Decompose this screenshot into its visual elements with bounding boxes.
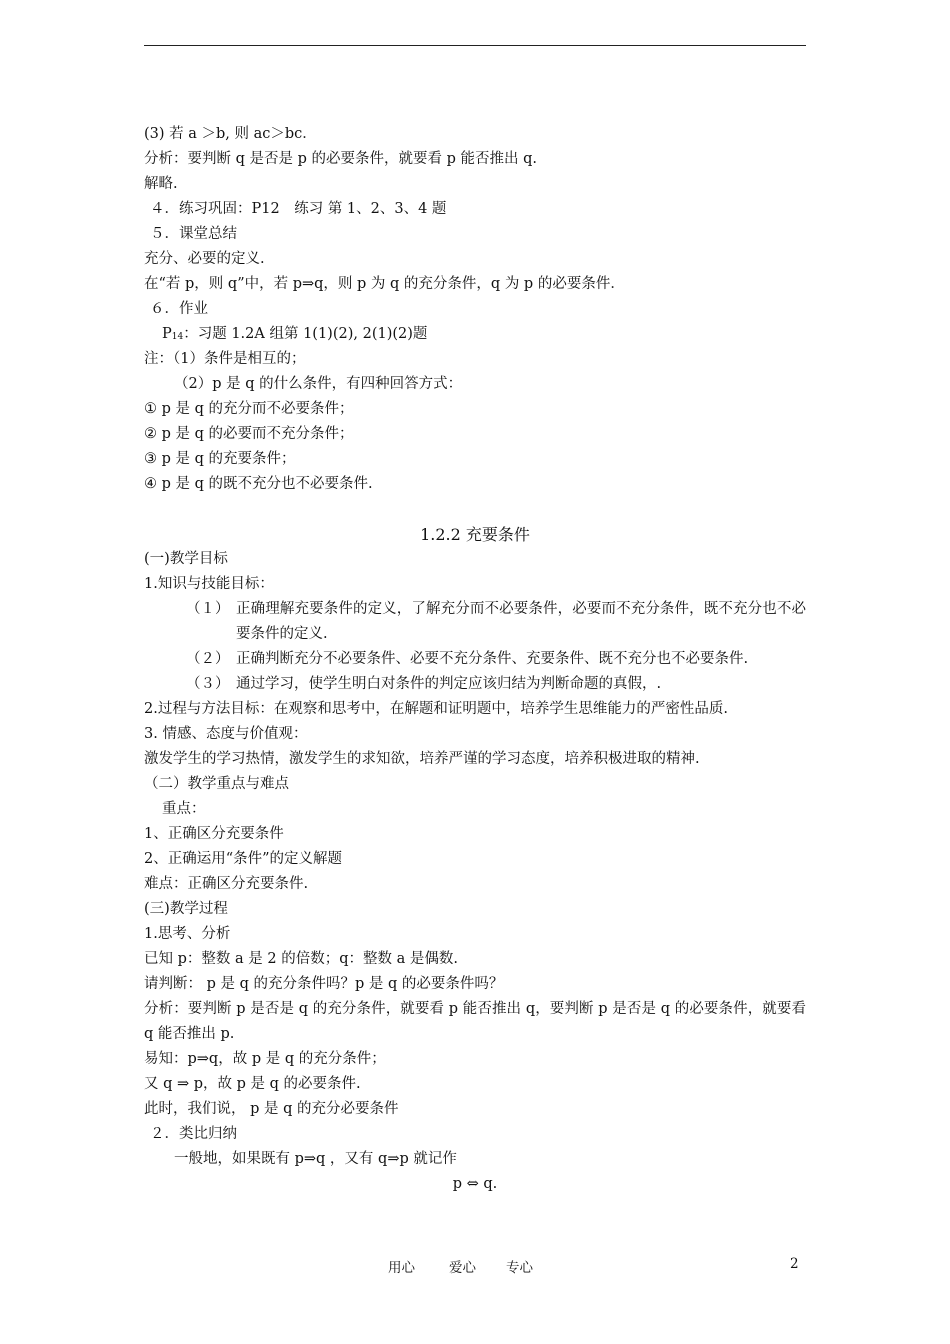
key-point-1: 1、正确区分充要条件 (144, 826, 284, 842)
goal-3-text: 激发学生的学习热情，激发学生的求知欲，培养严谨的学习态度，培养积极进取的精神. (144, 751, 700, 767)
homework-line (144, 322, 806, 347)
note-2: （2）p 是 q 的什么条件，有四种回答方式： (174, 376, 463, 392)
summary-line-1: 充分、必要的定义. (144, 251, 265, 267)
goal-2-line: 2.过程与方法目标：在观察和思考中，在解题和证明题中，培养学生思维能力的严密性品质. (144, 701, 728, 717)
objective-3 (144, 672, 806, 697)
summary-heading: ５．课堂总结 (150, 226, 237, 242)
homework-text: ：习题 1.2A 组第 1(1)(2), 2(1)(2)题 (183, 326, 428, 342)
answer-option-4: ④ p 是 q 的既不充分也不必要条件. (144, 476, 373, 492)
goal-3-heading: 3. 情感、态度与价值观： (144, 726, 308, 742)
general-statement: 一般地，如果既有 p⇒q ，又有 q⇒p 就记作 (174, 1151, 457, 1167)
goals-heading: (一)教学目标 (144, 551, 228, 567)
objective-2 (144, 647, 806, 672)
key-point-2: 2、正确运用“条件”的定义解题 (144, 851, 343, 867)
header-rule (144, 45, 806, 46)
analysis-line: 分析：要判断 q 是否是 p 的必要条件，就要看 p 能否推出 q. (144, 151, 537, 167)
answer-option-2: ② p 是 q 的必要而不充分条件； (144, 426, 354, 442)
footer-text: 专心 (506, 1260, 533, 1276)
page-body (144, 122, 806, 1197)
key-points-label: 重点： (162, 801, 206, 817)
page-number: 2 (790, 1256, 799, 1272)
process-heading: (三)教学过程 (144, 901, 228, 917)
section-title: 1.2.2 充要条件 (420, 525, 530, 544)
footer (0, 1256, 950, 1276)
conclusion-line-1: 易知：p⇒q，故 p 是 q 的充分条件； (144, 1051, 386, 1067)
objective-number: （３） (186, 676, 230, 692)
objective-text: 正确理解充要条件的定义，了解充分而不必要条件，必要而不充分条件，既不充分也不必要条件的定义. (236, 601, 806, 642)
conclusion-line-3: 此时，我们说， p 是 q 的充分必要条件 (144, 1101, 399, 1117)
homework-prefix: P (162, 326, 172, 342)
analogy-heading: ２．类比归纳 (150, 1126, 237, 1142)
practice-heading: ４．练习巩固：P12 练习 第 1、2、3、4 题 (150, 201, 447, 217)
footer-text: 用心 (388, 1260, 415, 1276)
note-1: 注：（1）条件是相互的； (144, 351, 306, 367)
objective-1 (144, 597, 806, 647)
solution-omitted: 解略. (144, 176, 178, 192)
key-points-heading: （二）教学重点与难点 (144, 776, 289, 792)
equivalence-formula: p ⇔ q. (452, 1176, 498, 1192)
conclusion-line-2: 又 q ⇒ p，故 p 是 q 的必要条件. (144, 1076, 361, 1092)
footer-text: 爱心 (449, 1260, 476, 1276)
objective-number: （１） (186, 601, 230, 617)
given-line: 已知 p：整数 a 是 2 的倍数；q：整数 a 是偶数. (144, 951, 458, 967)
summary-line-2: 在“若 p，则 q”中，若 p⇒q，则 p 为 q 的充分条件，q 为 p 的必要条件． (144, 276, 625, 292)
objective-number: （２） (186, 651, 230, 667)
homework-heading: ６．作业 (150, 301, 208, 317)
answer-option-3: ③ p 是 q 的充要条件； (144, 451, 296, 467)
analysis-paragraph: 分析：要判断 p 是否是 q 的充分条件，就要看 p 能否推出 q，要判断 p 是否是 q 的必要条件，就要看 q 能否推出 p. (144, 1001, 806, 1042)
difficulty-line: 难点：正确区分充要条件. (144, 876, 309, 892)
objective-text: 通过学习，使学生明白对条件的判定应该归结为判断命题的真假，. (236, 676, 662, 692)
objective-text: 正确判断充分不必要条件、必要不充分条件、充要条件、既不充分也不必要条件. (236, 651, 749, 667)
answer-option-1: ① p 是 q 的充分而不必要条件； (144, 401, 354, 417)
question-line: 请判断： p 是 q 的充分条件吗？p 是 q 的必要条件吗？ (144, 976, 504, 992)
goal-1-heading: 1.知识与技能目标： (144, 576, 274, 592)
think-analyze-heading: 1.思考、分析 (144, 926, 231, 942)
homework-subscript: 14 (171, 332, 184, 342)
item-3-line: (3) 若 a ＞b, 则 ac＞bc． (144, 126, 317, 142)
